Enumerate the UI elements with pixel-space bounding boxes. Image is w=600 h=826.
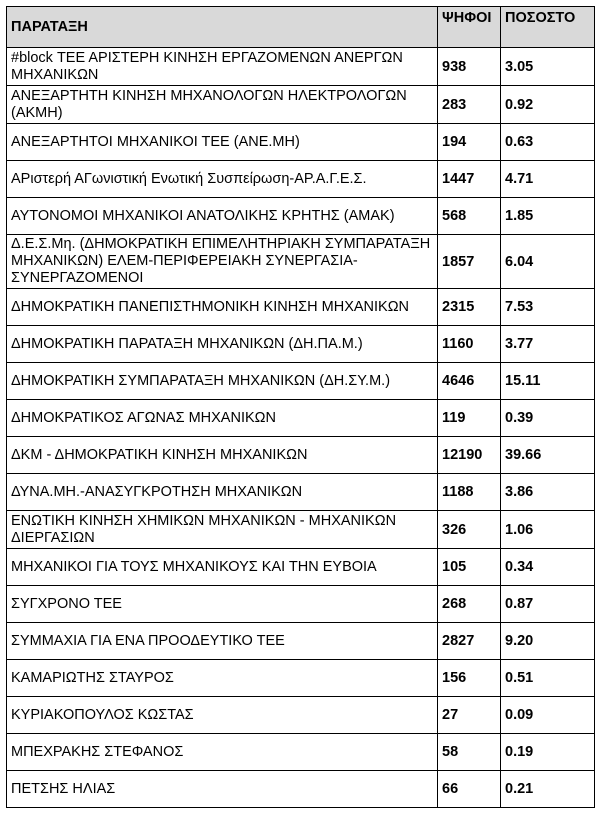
party-name: Δ.Ε.Σ.Μη. (ΔΗΜΟΚΡΑΤΙΚΗ ΕΠΙΜΕΛΗΤΗΡΙΑΚΗ ΣΥΜΠΑΡΑΤΑΞΗ ΜΗΧΑΝΙΚΩΝ) ΕΛΕΜ-ΠΕΡΙΦΕΡΕΙΑΚΗ ΣΥΝΕΡΓΑΣΙΑ-ΣΥΝΕΡΓΑΖΟΜΕΝΟΙ xyxy=(7,235,438,289)
votes-value: 568 xyxy=(438,198,501,235)
table-row xyxy=(7,48,595,86)
votes-value: 66 xyxy=(438,771,501,808)
percentage-value: 0.34 xyxy=(501,549,595,586)
table-row xyxy=(7,437,595,474)
table-row xyxy=(7,363,595,400)
votes-value: 194 xyxy=(438,124,501,161)
percentage-value: 1.06 xyxy=(501,511,595,549)
percentage-value: 0.21 xyxy=(501,771,595,808)
percentage-value: 0.19 xyxy=(501,734,595,771)
table-row xyxy=(7,235,595,289)
party-name: ΔΗΜΟΚΡΑΤΙΚΟΣ ΑΓΩΝΑΣ ΜΗΧΑΝΙΚΩΝ xyxy=(7,400,438,437)
table-row xyxy=(7,511,595,549)
table-row xyxy=(7,198,595,235)
party-name: ΜΗΧΑΝΙΚΟΙ ΓΙΑ ΤΟΥΣ ΜΗΧΑΝΙΚΟΥΣ ΚΑΙ ΤΗΝ ΕΥΒΟΙΑ xyxy=(7,549,438,586)
table-header-row xyxy=(7,7,595,48)
votes-value: 283 xyxy=(438,86,501,124)
votes-value: 1447 xyxy=(438,161,501,198)
party-name: ΚΑΜΑΡΙΩΤΗΣ ΣΤΑΥΡΟΣ xyxy=(7,660,438,697)
table-row xyxy=(7,586,595,623)
votes-value: 27 xyxy=(438,697,501,734)
header-votes: ΨΗΦΟΙ xyxy=(438,7,501,48)
party-name: ΑΥΤΟΝΟΜΟΙ ΜΗΧΑΝΙΚΟΙ ΑΝΑΤΟΛΙΚΗΣ ΚΡΗΤΗΣ (ΑΜΑΚ) xyxy=(7,198,438,235)
header-party: ΠΑΡΑΤΑΞΗ xyxy=(7,7,438,48)
party-name: ΔΗΜΟΚΡΑΤΙΚΗ ΠΑΝΕΠΙΣΤΗΜΟΝΙΚΗ ΚΙΝΗΣΗ ΜΗΧΑΝΙΚΩΝ xyxy=(7,289,438,326)
votes-value: 1857 xyxy=(438,235,501,289)
table-row xyxy=(7,474,595,511)
table-row xyxy=(7,326,595,363)
percentage-value: 0.87 xyxy=(501,586,595,623)
table-row xyxy=(7,400,595,437)
party-name: ΠΕΤΣΗΣ ΗΛΙΑΣ xyxy=(7,771,438,808)
votes-value: 1188 xyxy=(438,474,501,511)
party-name: ΔΚΜ - ΔΗΜΟΚΡΑΤΙΚΗ ΚΙΝΗΣΗ ΜΗΧΑΝΙΚΩΝ xyxy=(7,437,438,474)
percentage-value: 39.66 xyxy=(501,437,595,474)
votes-value: 119 xyxy=(438,400,501,437)
party-name: ΔΗΜΟΚΡΑΤΙΚΗ ΣΥΜΠΑΡΑΤΑΞΗ ΜΗΧΑΝΙΚΩΝ (ΔΗ.ΣΥ.Μ.) xyxy=(7,363,438,400)
party-name: ΔΗΜΟΚΡΑΤΙΚΗ ΠΑΡΑΤΑΞΗ ΜΗΧΑΝΙΚΩΝ (ΔΗ.ΠΑ.Μ.) xyxy=(7,326,438,363)
percentage-value: 15.11 xyxy=(501,363,595,400)
table-row xyxy=(7,549,595,586)
header-percentage: ΠΟΣΟΣΤΟ xyxy=(501,7,595,48)
table-row xyxy=(7,697,595,734)
votes-value: 326 xyxy=(438,511,501,549)
table-row xyxy=(7,660,595,697)
percentage-value: 7.53 xyxy=(501,289,595,326)
votes-value: 2315 xyxy=(438,289,501,326)
percentage-value: 0.51 xyxy=(501,660,595,697)
votes-value: 2827 xyxy=(438,623,501,660)
percentage-value: 4.71 xyxy=(501,161,595,198)
percentage-value: 0.39 xyxy=(501,400,595,437)
percentage-value: 0.92 xyxy=(501,86,595,124)
table-row xyxy=(7,124,595,161)
votes-value: 268 xyxy=(438,586,501,623)
party-name: ΑΝΕΞΑΡΤΗΤΟΙ ΜΗΧΑΝΙΚΟΙ ΤΕΕ (ΑΝΕ.ΜΗ) xyxy=(7,124,438,161)
table-row xyxy=(7,623,595,660)
votes-value: 58 xyxy=(438,734,501,771)
party-name: ΔΥΝΑ.ΜΗ.-ΑΝΑΣΥΓΚΡΟΤΗΣΗ ΜΗΧΑΝΙΚΩΝ xyxy=(7,474,438,511)
votes-value: 1160 xyxy=(438,326,501,363)
percentage-value: 6.04 xyxy=(501,235,595,289)
percentage-value: 0.63 xyxy=(501,124,595,161)
percentage-value: 0.09 xyxy=(501,697,595,734)
party-name: ΑΡιστερή ΑΓωνιστική Ενωτική Συσπείρωση-ΑΡ.Α.Γ.Ε.Σ. xyxy=(7,161,438,198)
party-name: ΑΝΕΞΑΡΤΗΤΗ ΚΙΝΗΣΗ ΜΗΧΑΝΟΛΟΓΩΝ ΗΛΕΚΤΡΟΛΟΓΩΝ (ΑΚΜΗ) xyxy=(7,86,438,124)
table-row xyxy=(7,734,595,771)
table-row xyxy=(7,161,595,198)
percentage-value: 3.77 xyxy=(501,326,595,363)
party-name: ΜΠΕΧΡΑΚΗΣ ΣΤΕΦΑΝΟΣ xyxy=(7,734,438,771)
votes-value: 105 xyxy=(438,549,501,586)
votes-value: 156 xyxy=(438,660,501,697)
votes-value: 12190 xyxy=(438,437,501,474)
party-name: ΣΥΜΜΑΧΙΑ ΓΙΑ ΕΝΑ ΠΡΟΟΔΕΥΤΙΚΟ ΤΕΕ xyxy=(7,623,438,660)
party-name: #block ΤΕΕ ΑΡΙΣΤΕΡΗ ΚΙΝΗΣΗ ΕΡΓΑΖΟΜΕΝΩΝ ΑΝΕΡΓΩΝ ΜΗΧΑΝΙΚΩΝ xyxy=(7,48,438,86)
percentage-value: 3.86 xyxy=(501,474,595,511)
table-row xyxy=(7,289,595,326)
votes-value: 938 xyxy=(438,48,501,86)
table-row xyxy=(7,771,595,808)
party-name: ΚΥΡΙΑΚΟΠΟΥΛΟΣ ΚΩΣΤΑΣ xyxy=(7,697,438,734)
results-table xyxy=(6,6,595,808)
party-name: ΕΝΩΤΙΚΗ ΚΙΝΗΣΗ ΧΗΜΙΚΩΝ ΜΗΧΑΝΙΚΩΝ - ΜΗΧΑΝΙΚΩΝ ΔΙΕΡΓΑΣΙΩΝ xyxy=(7,511,438,549)
percentage-value: 1.85 xyxy=(501,198,595,235)
percentage-value: 9.20 xyxy=(501,623,595,660)
table-row xyxy=(7,86,595,124)
party-name: ΣΥΓΧΡΟΝΟ ΤΕΕ xyxy=(7,586,438,623)
percentage-value: 3.05 xyxy=(501,48,595,86)
votes-value: 4646 xyxy=(438,363,501,400)
